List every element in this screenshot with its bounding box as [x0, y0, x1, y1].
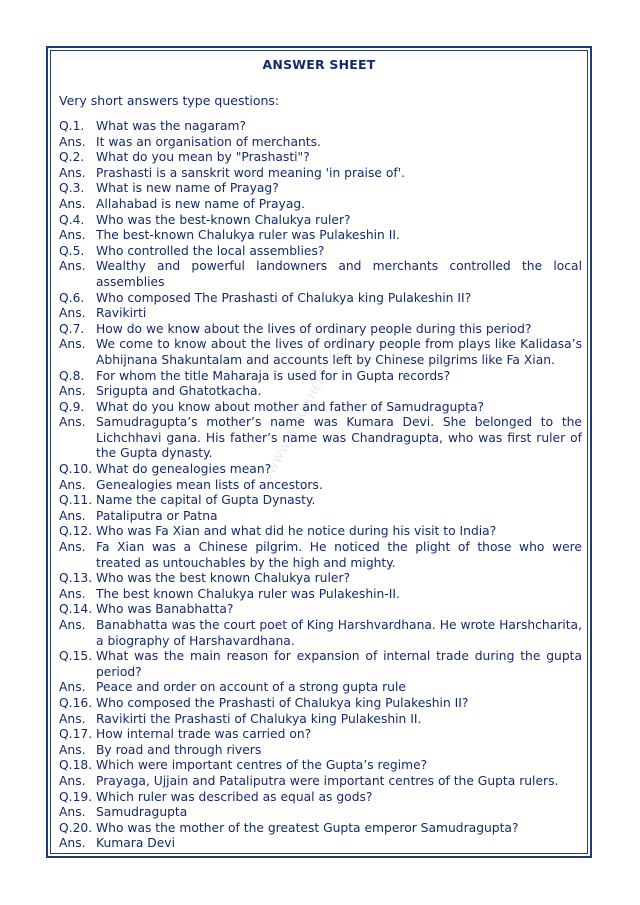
question-number: Q.7. [59, 321, 85, 336]
answer-label: Ans. [59, 742, 86, 757]
question-row [59, 119, 582, 135]
watermark: WWW.WORKSHEETS.COM [265, 329, 352, 477]
answer-text: Srigupta and Ghatotkacha. [96, 384, 262, 399]
answer-label: Ans. [59, 477, 86, 492]
answer-row [59, 712, 582, 728]
answer-label: Ans. [59, 540, 86, 555]
answer-text: Genealogies mean lists of ancestors. [96, 477, 323, 492]
answer-text: We come to know about the lives of ordinary people from plays like Kalidasa’s Abhijnana Shakuntalam and accounts left by Chinese pilgrims like Fa Xian. [96, 337, 582, 367]
question-number: Q.12. [59, 524, 93, 539]
question-number: Q.20. [59, 820, 93, 835]
answer-row [59, 197, 582, 213]
question-text: For whom the title Maharaja is used for in Gupta records? [96, 368, 451, 383]
answer-row [59, 836, 582, 852]
question-number: Q.4. [59, 212, 85, 227]
question-number: Q.11. [59, 493, 93, 508]
question-number: Q.18. [59, 758, 93, 773]
answer-label: Ans. [59, 306, 86, 321]
answer-text: Pataliputra or Patna [96, 508, 218, 523]
answer-label: Ans. [59, 259, 86, 274]
answer-text: Wealthy and powerful landowners and merchants controlled the local assemblies [96, 259, 582, 289]
answer-text: Ravikirti [96, 306, 147, 321]
question-text: What was the nagaram? [96, 119, 246, 133]
answer-label: Ans. [59, 228, 86, 243]
question-text: Name the capital of Gupta Dynasty. [96, 493, 316, 508]
question-row [59, 758, 582, 774]
question-row [59, 790, 582, 806]
answer-row [59, 618, 582, 649]
question-text: Who was Fa Xian and what did he notice during his visit to India? [96, 524, 497, 539]
question-number: Q.15. [59, 649, 93, 664]
question-text: What was the main reason for expansion of internal trade during the gupta period? [96, 649, 582, 679]
question-number: Q.13. [59, 571, 93, 586]
question-row [59, 181, 582, 197]
question-row [59, 821, 582, 837]
question-number: Q.2. [59, 150, 85, 165]
answer-row [59, 415, 582, 462]
question-row [59, 322, 582, 338]
question-row [59, 150, 582, 166]
question-row [59, 602, 582, 618]
answer-row [59, 743, 582, 759]
question-text: Who controlled the local assemblies? [96, 243, 325, 258]
answer-row [59, 306, 582, 322]
question-row [59, 571, 582, 587]
question-number: Q.10. [59, 462, 93, 477]
question-number: Q.9. [59, 399, 85, 414]
answer-row [59, 540, 582, 571]
question-row [59, 696, 582, 712]
answer-text: Fa Xian was a Chinese pilgrim. He noticed the plight of those who were treated as untouchables by the high and mighty. [96, 540, 582, 570]
answer-text: Prayaga, Ujjain and Pataliputra were important centres of the Gupta rulers. [96, 773, 559, 788]
question-row [59, 244, 582, 260]
qa-list [59, 119, 582, 852]
answer-row [59, 337, 582, 368]
answer-label: Ans. [59, 773, 86, 788]
question-row [59, 462, 582, 478]
page-title: ANSWER SHEET [262, 57, 376, 72]
answer-label: Ans. [59, 836, 86, 851]
answer-row [59, 805, 582, 821]
question-text: What do genealogies mean? [96, 462, 272, 477]
answer-row [59, 166, 582, 182]
answer-label: Ans. [59, 337, 86, 352]
answer-text: Banabhatta was the court poet of King Harshvardhana. He wrote Harshcharita, a biography of Harshavardhana. [96, 618, 582, 648]
question-number: Q.16. [59, 695, 93, 710]
question-text: Which were important centres of the Gupta’s regime? [96, 758, 428, 773]
answer-text: Samudragupta’s mother’s name was Kumara Devi. She belonged to the Lichchhavi gana. His father’s name was Chandragupta, who was first ruler of the Gupta dynasty. [96, 415, 582, 461]
answer-label: Ans. [59, 508, 86, 523]
question-row [59, 291, 582, 307]
answer-label: Ans. [59, 196, 86, 211]
question-number: Q.3. [59, 181, 85, 196]
question-number: Q.5. [59, 243, 85, 258]
answer-text: Samudragupta [96, 805, 188, 820]
question-row [59, 493, 582, 509]
question-text: What do you know about mother and father of Samudragupta? [96, 399, 485, 414]
answer-label: Ans. [59, 165, 86, 180]
question-row [59, 400, 582, 416]
answer-label: Ans. [59, 805, 86, 820]
question-row [59, 727, 582, 743]
answer-row [59, 228, 582, 244]
answer-text: Kumara Devi [96, 836, 175, 851]
question-row [59, 213, 582, 229]
question-number: Q.14. [59, 602, 93, 617]
answer-row [59, 135, 582, 151]
answer-label: Ans. [59, 384, 86, 399]
question-number: Q.1. [59, 119, 85, 133]
question-text: Which ruler was described as equal as gods? [96, 789, 373, 804]
question-text: What do you mean by "Prashasti"? [96, 150, 310, 165]
answer-text: Allahabad is new name of Prayag. [96, 196, 306, 211]
question-number: Q.17. [59, 727, 93, 742]
question-text: What is new name of Prayag? [96, 181, 279, 196]
answer-label: Ans. [59, 415, 86, 430]
question-text: Who composed The Prashasti of Chalukya king Pulakeshin II? [96, 290, 472, 305]
answer-label: Ans. [59, 711, 86, 726]
question-number: Q.8. [59, 368, 85, 383]
question-row [59, 649, 582, 680]
answer-row [59, 478, 582, 494]
answer-label: Ans. [59, 586, 86, 601]
answer-text: Peace and order on account of a strong gupta rule [96, 680, 406, 695]
answer-text: It was an organisation of merchants. [96, 134, 321, 149]
question-text: Who was the best-known Chalukya ruler? [96, 212, 351, 227]
section-heading: Very short answers type questions: [59, 93, 280, 108]
answer-text: The best known Chalukya ruler was Pulakeshin-II. [96, 586, 400, 601]
answer-row [59, 587, 582, 603]
answer-row [59, 774, 582, 790]
answer-row [59, 680, 582, 696]
question-text: Who composed the Prashasti of Chalukya king Pulakeshin II? [96, 695, 469, 710]
question-text: Who was the best known Chalukya ruler? [96, 571, 351, 586]
question-row [59, 524, 582, 540]
question-number: Q.19. [59, 789, 93, 804]
answer-row [59, 384, 582, 400]
answer-label: Ans. [59, 680, 86, 695]
question-row [59, 369, 582, 385]
answer-label: Ans. [59, 618, 86, 632]
answer-text: Prashasti is a sanskrit word meaning 'in praise of'. [96, 165, 405, 180]
question-text: Who was Banabhatta? [96, 602, 234, 617]
answer-label: Ans. [59, 134, 86, 149]
answer-row [59, 509, 582, 525]
question-text: Who was the mother of the greatest Gupta emperor Samudragupta? [96, 820, 519, 835]
question-text: How internal trade was carried on? [96, 727, 312, 742]
answer-row [59, 259, 582, 290]
answer-text: The best-known Chalukya ruler was Pulakeshin II. [96, 228, 400, 243]
answer-text: Ravikirti the Prashasti of Chalukya king Pulakeshin II. [96, 711, 422, 726]
question-text: How do we know about the lives of ordinary people during this period? [96, 321, 532, 336]
answer-text: By road and through rivers [96, 742, 262, 757]
question-number: Q.6. [59, 290, 85, 305]
